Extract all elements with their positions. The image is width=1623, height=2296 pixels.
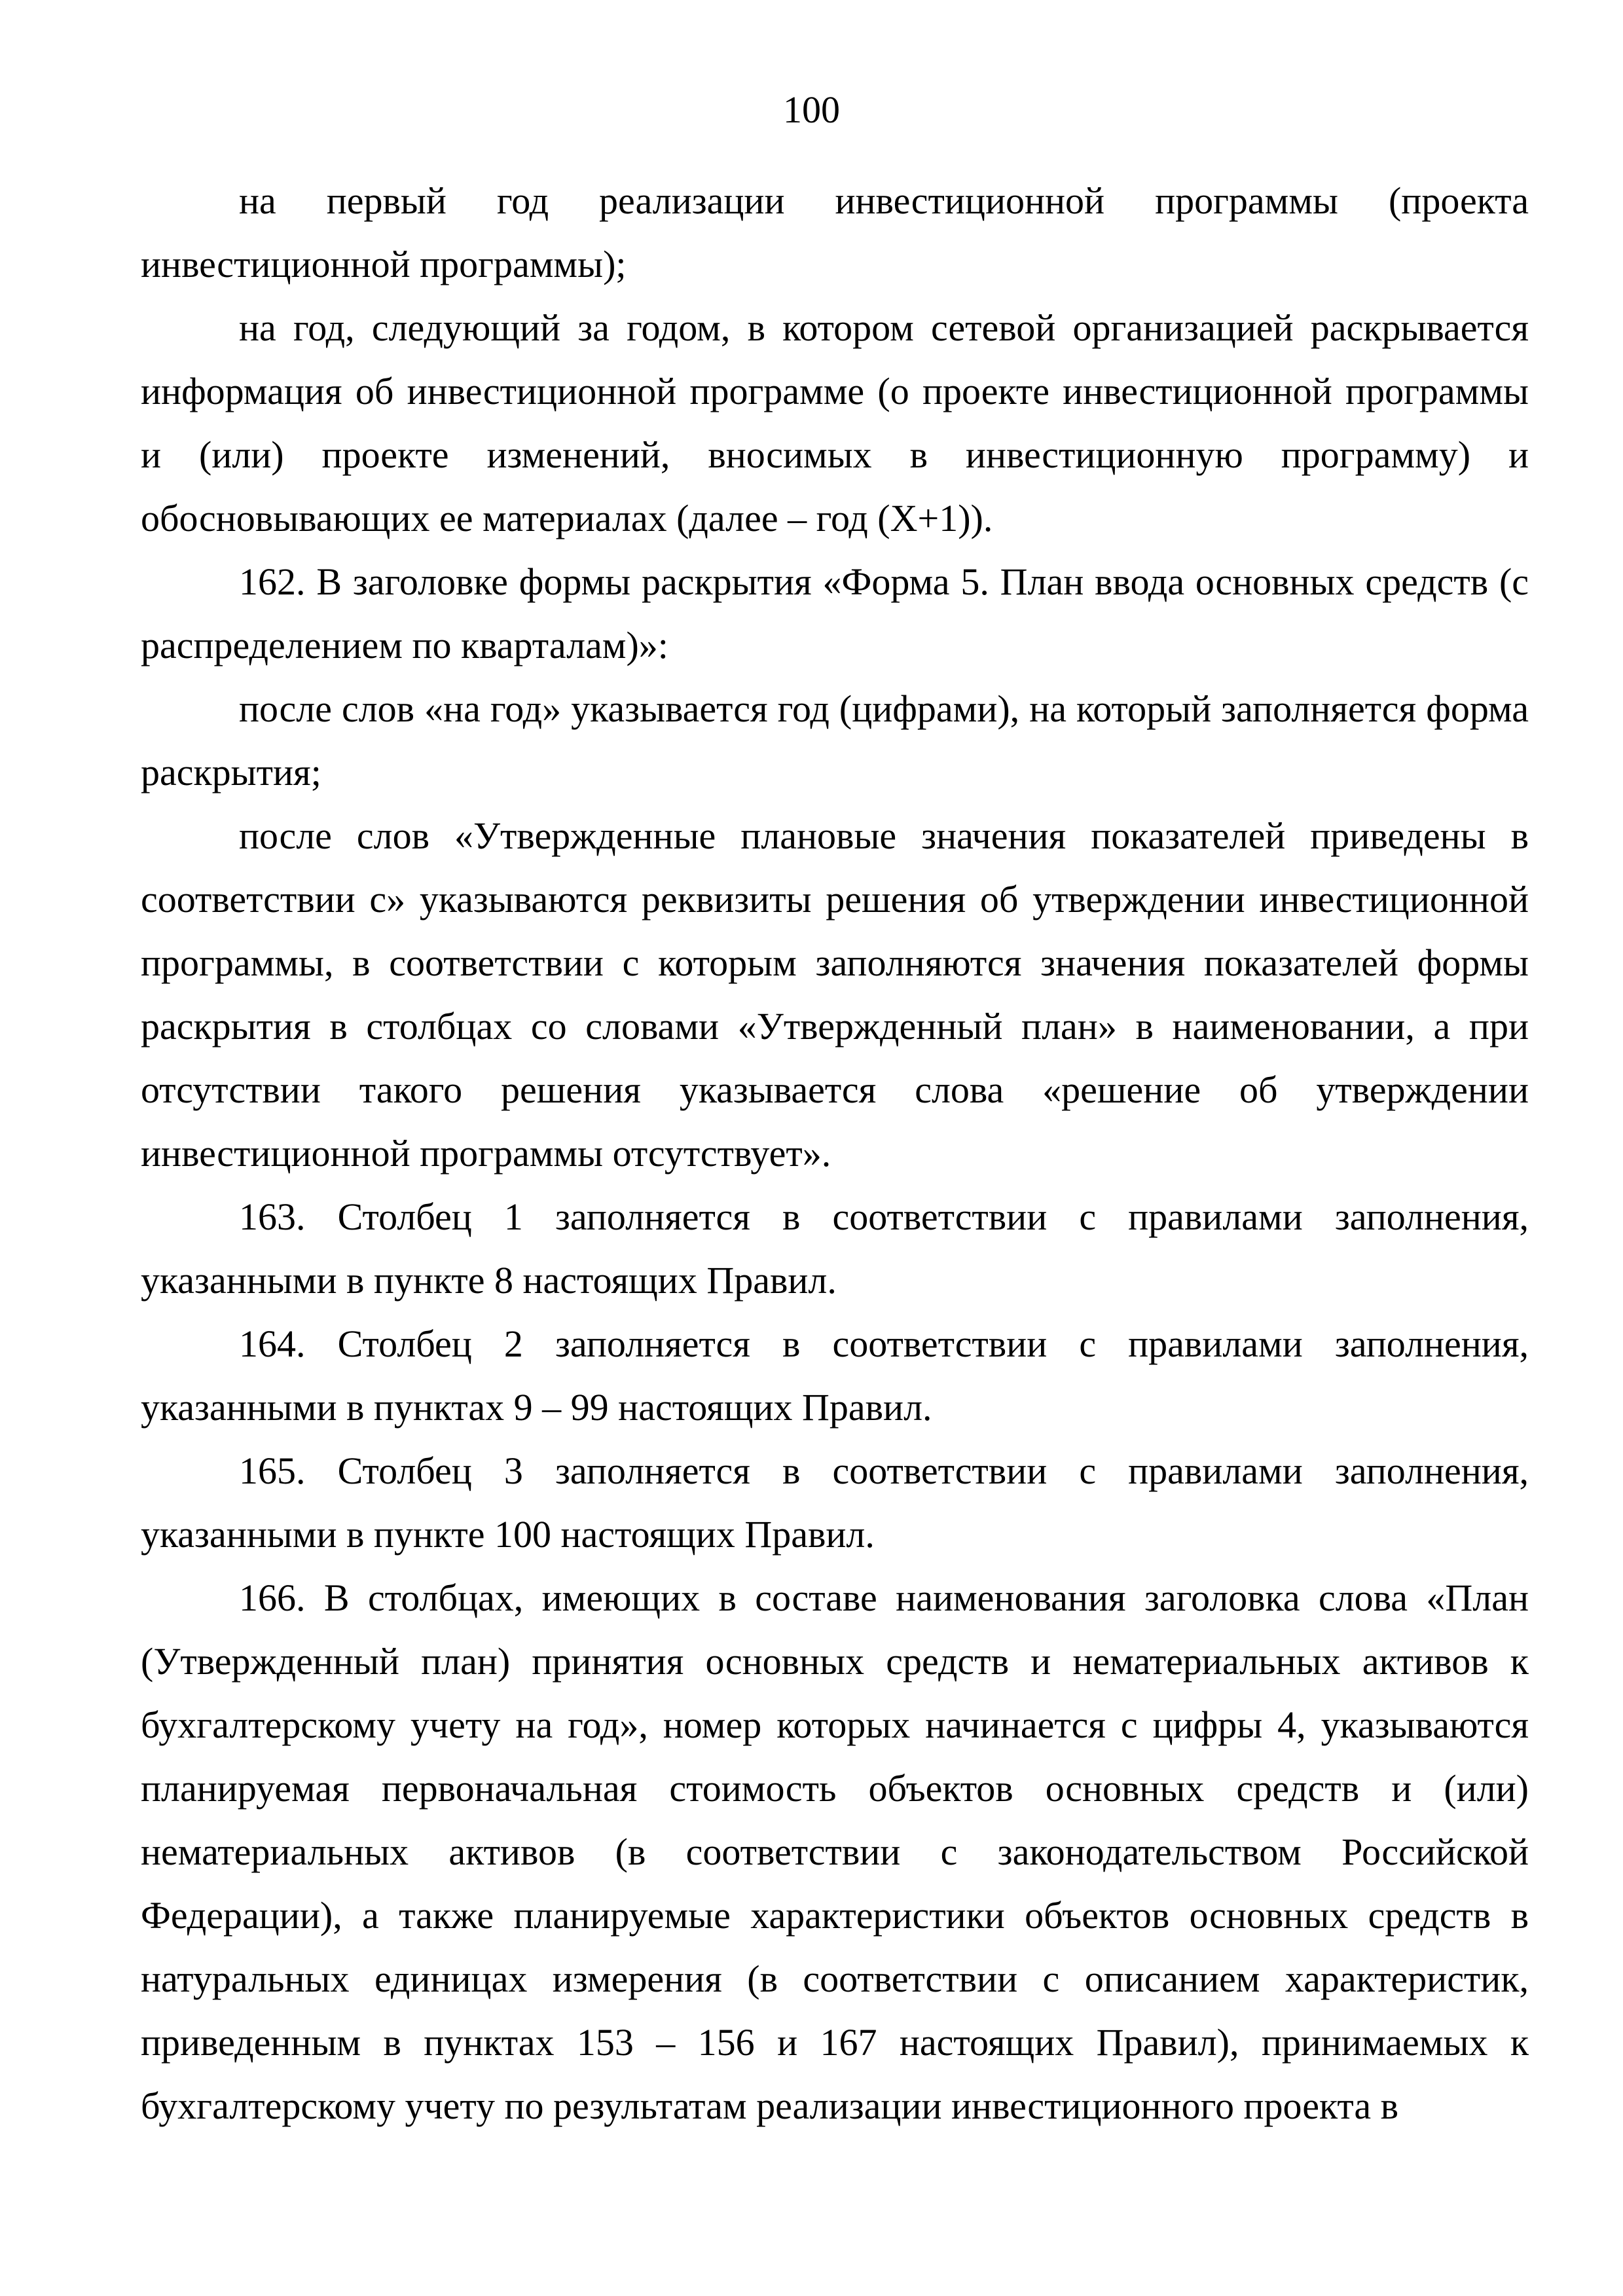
paragraph-166: 166. В столбцах, имеющих в составе наименования заголовка слова «План (Утвержденный план) принятия основных средств и нематериальных активов к бухгалтерскому учету на год», номер которых начинается с цифры 4, указываются планируемая первоначальная стоимость объектов основных средств и (или) нематериальных активов (в соответствии с законодательством Российской Федерации), а также планируемые характеристики объектов основных средств в натуральных единицах измерения (в соответствии с описанием характеристик, приведенным в пунктах 153 – 156 и 167 настоящих Правил), принимаемых к бухгалтерскому учету по результатам реализации инвестиционного проекта в <box>141 1576 1529 2127</box>
paragraph-164: 164. Столбец 2 заполняется в соответствии с правилами заполнения, указанными в пунктах 9 – 99 настоящих Правил. <box>141 1322 1529 1429</box>
paragraph-after-na-god: после слов «на год» указывается год (цифрами), на который заполняется форма раскрытия; <box>141 687 1529 793</box>
document-body <box>141 169 1529 2138</box>
paragraph-next-year: на год, следующий за годом, в котором сетевой организацией раскрывается информация об инвестиционной программе (о проекте инвестиционной программы и (или) проекте изменений, вносимых в инвестиционную программу) и обосновывающих ее материалах (далее – год (X+1)). <box>141 306 1529 539</box>
paragraph-165: 165. Столбец 3 заполняется в соответствии с правилами заполнения, указанными в пункте 100 настоящих Правил. <box>141 1449 1529 1556</box>
paragraph-162: 162. В заголовке формы раскрытия «Форма 5. План ввода основных средств (с распределением по кварталам)»: <box>141 560 1529 666</box>
paragraph-first-year: на первый год реализации инвестиционной программы (проекта инвестиционной программы); <box>141 179 1529 285</box>
paragraph-after-utverzhdennye: после слов «Утвержденные плановые значения показателей приведены в соответствии с» указываются реквизиты решения об утверждении инвестиционной программы, в соответствии с которым заполняются значения показателей формы раскрытия в столбцах со словами «Утвержденный план» в наименовании, а при отсутствии такого решения указывается слова «решение об утверждении инвестиционной программы отсутствует». <box>141 814 1529 1175</box>
page-number: 100 <box>783 88 840 131</box>
paragraph-163: 163. Столбец 1 заполняется в соответствии с правилами заполнения, указанными в пункте 8 настоящих Правил. <box>141 1195 1529 1302</box>
